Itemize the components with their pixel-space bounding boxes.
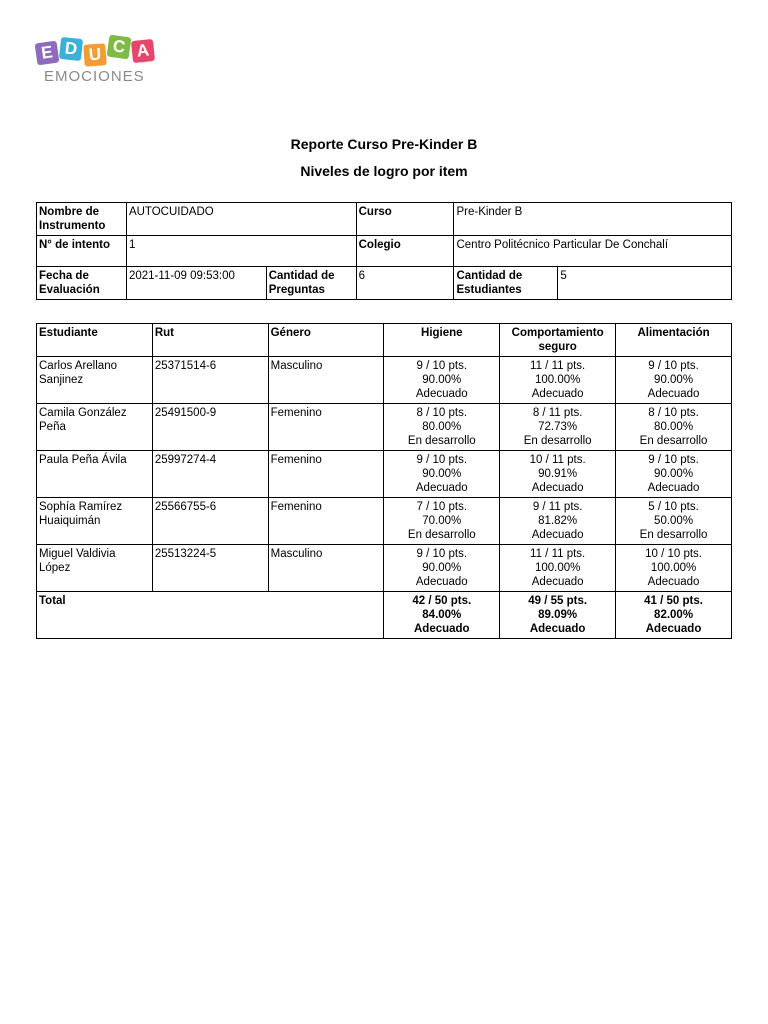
higiene-percent: 70.00% — [422, 515, 462, 527]
alimentacion-score — [616, 404, 732, 451]
alimentacion-points: 8 / 10 pts. — [648, 407, 699, 419]
total-alimentacion-percent: 82.00% — [654, 609, 694, 621]
total-alimentacion — [616, 592, 732, 639]
students-value: 5 — [558, 267, 732, 300]
comportamiento-points: 8 / 11 pts. — [532, 407, 583, 419]
total-row — [37, 592, 732, 639]
higiene-score — [384, 357, 500, 404]
student-name: Paula Peña Ávila — [37, 451, 153, 498]
header-comportamiento: Comportamiento seguro — [500, 324, 616, 357]
higiene-percent: 90.00% — [422, 468, 462, 480]
student-rut: 25491500-9 — [152, 404, 268, 451]
student-row — [37, 451, 732, 498]
higiene-level: Adecuado — [415, 482, 468, 494]
report-title: Reporte Curso Pre-Kinder B — [290, 136, 478, 152]
instrument-label: Nombre de Instrumento — [37, 203, 127, 236]
student-name: Carlos Arellano Sanjinez — [37, 357, 153, 404]
student-gender: Masculino — [268, 545, 384, 592]
header-higiene: Higiene — [384, 324, 500, 357]
total-alimentacion-level: Adecuado — [645, 623, 702, 635]
questions-value: 6 — [356, 267, 454, 300]
comportamiento-score — [500, 404, 616, 451]
student-rut: 25997274-4 — [152, 451, 268, 498]
header-student: Estudiante — [37, 324, 153, 357]
student-row — [37, 357, 732, 404]
student-gender: Femenino — [268, 498, 384, 545]
alimentacion-score — [616, 357, 732, 404]
logo-letter-c: C — [107, 35, 132, 60]
comportamiento-score — [500, 545, 616, 592]
alimentacion-score — [616, 498, 732, 545]
comportamiento-level: En desarrollo — [523, 435, 592, 447]
alimentacion-score — [616, 545, 732, 592]
total-label: Total — [37, 592, 384, 639]
instrument-info-table — [36, 202, 732, 300]
comportamiento-points: 11 / 11 pts. — [530, 360, 586, 372]
total-higiene — [384, 592, 500, 639]
higiene-points: 8 / 10 pts. — [416, 407, 468, 419]
student-row — [37, 498, 732, 545]
comportamiento-percent: 100.00% — [534, 562, 581, 574]
student-name: Sophía Ramírez Huaiquimán — [37, 498, 153, 545]
attempt-value: 1 — [126, 236, 356, 267]
comportamiento-percent: 100.00% — [534, 374, 581, 386]
header-gender: Género — [268, 324, 384, 357]
student-gender: Masculino — [268, 357, 384, 404]
report-subtitle: Niveles de logro por item — [300, 163, 468, 179]
comportamiento-score — [500, 498, 616, 545]
student-name: Camila González Peña — [37, 404, 153, 451]
logo-letter-u: U — [83, 43, 106, 66]
total-higiene-level: Adecuado — [413, 623, 470, 635]
date-label: Fecha de Evaluación — [37, 267, 127, 300]
comportamiento-level: Adecuado — [531, 482, 584, 494]
higiene-score — [384, 545, 500, 592]
alimentacion-percent: 100.00% — [650, 562, 697, 574]
higiene-points: 7 / 10 pts. — [416, 501, 468, 513]
total-higiene-points: 42 / 50 pts. — [412, 595, 472, 607]
info-row — [37, 267, 732, 300]
higiene-level: En desarrollo — [407, 435, 476, 447]
comportamiento-level: Adecuado — [531, 388, 584, 400]
logo-letter-d: D — [59, 37, 83, 61]
comportamiento-percent: 72.73% — [538, 421, 578, 433]
alimentacion-level: En desarrollo — [639, 435, 708, 447]
alimentacion-points: 9 / 10 pts. — [648, 360, 699, 372]
higiene-level: Adecuado — [415, 576, 468, 588]
alimentacion-level: En desarrollo — [639, 529, 708, 541]
comportamiento-level: Adecuado — [531, 529, 584, 541]
alimentacion-level: Adecuado — [647, 576, 700, 588]
higiene-level: En desarrollo — [407, 529, 476, 541]
total-higiene-percent: 84.00% — [422, 609, 462, 621]
higiene-level: Adecuado — [415, 388, 468, 400]
score-rows — [37, 357, 732, 592]
higiene-percent: 90.00% — [422, 374, 462, 386]
higiene-points: 9 / 10 pts. — [416, 454, 468, 466]
comportamiento-points: 9 / 11 pts. — [532, 501, 583, 513]
alimentacion-points: 10 / 10 pts. — [645, 548, 702, 560]
higiene-percent: 80.00% — [422, 421, 462, 433]
student-gender: Femenino — [268, 451, 384, 498]
alimentacion-percent: 80.00% — [654, 421, 694, 433]
info-row — [37, 236, 732, 267]
alimentacion-points: 5 / 10 pts. — [648, 501, 699, 513]
logo-subtitle: EMOCIONES — [44, 68, 145, 85]
total-comportamiento-level: Adecuado — [529, 623, 586, 635]
student-row — [37, 404, 732, 451]
total-comportamiento-points: 49 / 55 pts. — [528, 595, 588, 607]
comportamiento-level: Adecuado — [531, 576, 584, 588]
higiene-points: 9 / 10 pts. — [416, 360, 468, 372]
total-alimentacion-points: 41 / 50 pts. — [644, 595, 703, 607]
higiene-points: 9 / 10 pts. — [416, 548, 468, 560]
comportamiento-score — [500, 357, 616, 404]
total-comportamiento — [500, 592, 616, 639]
logo-letter-e: E — [35, 41, 60, 66]
school-label: Colegio — [356, 236, 454, 267]
alimentacion-percent: 50.00% — [654, 515, 694, 527]
questions-label: Cantidad de Preguntas — [266, 267, 356, 300]
total-comportamiento-percent: 89.09% — [538, 609, 578, 621]
date-value: 2021-11-09 09:53:00 — [126, 267, 266, 300]
header-alimentacion: Alimentación — [616, 324, 732, 357]
student-rut: 25513224-5 — [152, 545, 268, 592]
scores-header-row — [37, 324, 732, 357]
alimentacion-level: Adecuado — [647, 388, 700, 400]
comportamiento-score — [500, 451, 616, 498]
instrument-value: AUTOCUIDADO — [126, 203, 356, 236]
alimentacion-percent: 90.00% — [654, 374, 694, 386]
school-value: Centro Politécnico Particular De Conchalí — [454, 236, 732, 267]
course-value: Pre-Kinder B — [454, 203, 732, 236]
logo-tiles — [36, 36, 162, 68]
logo-letter-a: A — [131, 39, 155, 63]
student-gender: Femenino — [268, 404, 384, 451]
students-label: Cantidad de Estudiantes — [454, 267, 558, 300]
higiene-percent: 90.00% — [422, 562, 462, 574]
alimentacion-points: 9 / 10 pts. — [648, 454, 699, 466]
alimentacion-score — [616, 451, 732, 498]
higiene-score — [384, 404, 500, 451]
comportamiento-percent: 90.91% — [538, 468, 578, 480]
student-rut: 25371514-6 — [152, 357, 268, 404]
alimentacion-percent: 90.00% — [654, 468, 694, 480]
educa-emociones-logo — [36, 36, 162, 88]
alimentacion-level: Adecuado — [647, 482, 700, 494]
higiene-score — [384, 451, 500, 498]
scores-table — [36, 323, 732, 639]
course-label: Curso — [356, 203, 454, 236]
higiene-score — [384, 498, 500, 545]
student-rut: 25566755-6 — [152, 498, 268, 545]
comportamiento-points: 11 / 11 pts. — [530, 548, 586, 560]
attempt-label: N° de intento — [37, 236, 127, 267]
info-row — [37, 203, 732, 236]
comportamiento-points: 10 / 11 pts. — [529, 454, 586, 466]
comportamiento-percent: 81.82% — [538, 515, 578, 527]
student-row — [37, 545, 732, 592]
student-name: Miguel Valdivia López — [37, 545, 153, 592]
header-rut: Rut — [152, 324, 268, 357]
